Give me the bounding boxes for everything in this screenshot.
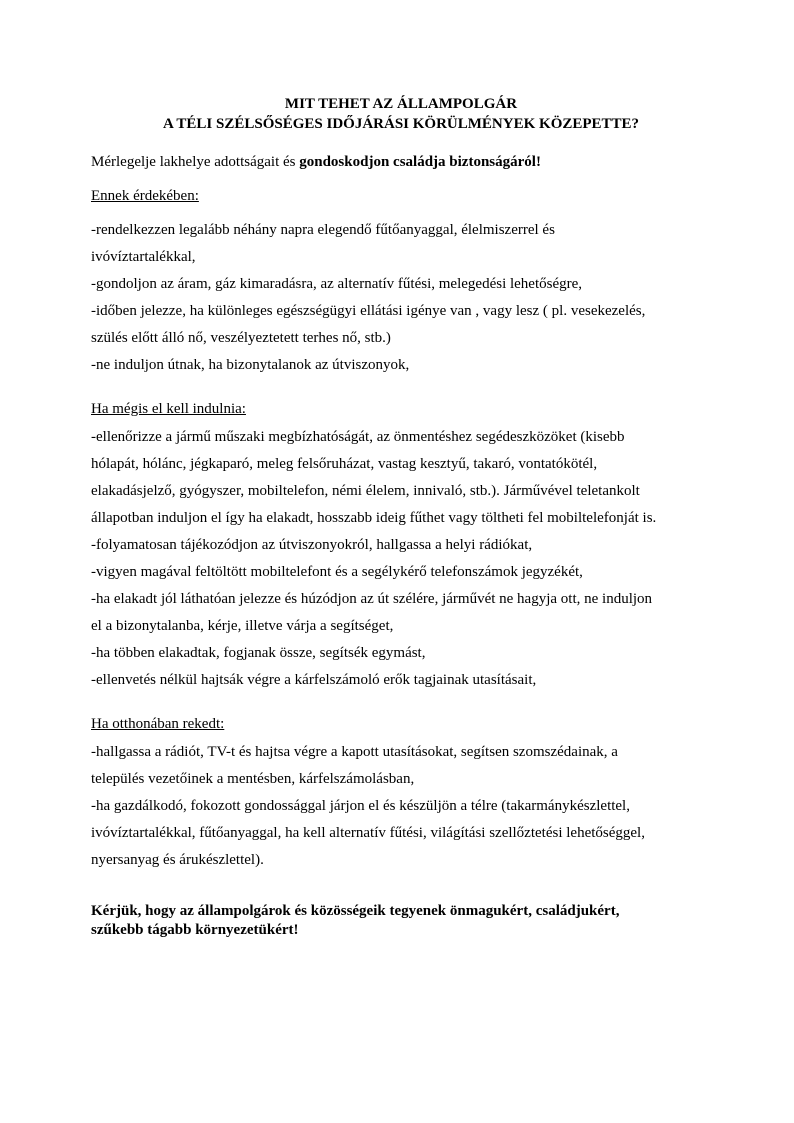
- title-line-2: A TÉLI SZÉLSŐSÉGES IDŐJÁRÁSI KÖRÜLMÉNYEK KÖZEPETTE?: [162, 116, 640, 132]
- list-item: elakadásjelző, gyógyszer, mobiltelefon, némi élelem, innivaló, stb.). Járművével teletankolt: [91, 483, 640, 499]
- list-item: -ellenőrizze a jármű műszaki megbízhatóságát, az önmentéshez segédeszközöket (kisebb: [91, 429, 625, 445]
- document-page: [91, 0, 711, 1123]
- list-item: nyersanyag és árukészlettel).: [91, 852, 264, 868]
- list-item: -vigyen magával feltöltött mobiltelefont és a segélykérő telefonszámok jegyzékét,: [91, 564, 583, 580]
- list-item: -ha többen elakadtak, fogjanak össze, segítsék egymást,: [91, 645, 426, 661]
- list-item: település vezetőinek a mentésben, kárfelszámolásban,: [91, 771, 415, 787]
- intro-paragraph: [91, 153, 541, 171]
- list-item: -ha gazdálkodó, fokozott gondossággal járjon el és készüljön a télre (takarmánykészlettel,: [91, 798, 630, 814]
- intro-bold-text: gondoskodjon családja biztonságáról!: [299, 154, 541, 170]
- list-item: állapotban induljon el így ha elakadt, hosszabb ideig fűthet vagy töltheti fel mobiltelefonját is.: [91, 510, 657, 526]
- list-item: hólapát, hólánc, jégkaparó, meleg felsőruházat, vastag kesztyű, takaró, vontatókötél,: [91, 456, 598, 472]
- title-line-1: MIT TEHET AZ ÁLLAMPOLGÁR: [284, 96, 518, 112]
- section-heading-at-home: Ha otthonában rekedt:: [91, 716, 225, 732]
- list-item: -folyamatosan tájékozódjon az útviszonyokról, hallgassa a helyi rádiókat,: [91, 537, 533, 553]
- section-heading-preparation: Ennek érdekében:: [91, 188, 199, 204]
- list-item: szülés előtt álló nő, veszélyeztetett terhes nő, stb.): [91, 330, 391, 346]
- list-item: -időben jelezze, ha különleges egészségügyi ellátási igénye van , vagy lesz ( pl. vesekezelés,: [91, 303, 646, 319]
- list-item: ivóvíztartalékkal,: [91, 249, 196, 265]
- list-item: -ellenvetés nélkül hajtsák végre a kárfelszámoló erők tagjainak utasításait,: [91, 672, 537, 688]
- list-item: -hallgassa a rádiót, TV-t és hajtsa végre a kapott utasításokat, segítsen szomszédainak, a: [91, 744, 618, 760]
- list-item: -gondoljon az áram, gáz kimaradásra, az alternatív fűtési, melegedési lehetőségre,: [91, 276, 583, 292]
- closing-line-1: Kérjük, hogy az állampolgárok és közösségeik tegyenek önmagukért, családjukért,: [91, 903, 620, 919]
- list-item: ivóvíztartalékkal, fűtőanyaggal, ha kell alternatív fűtési, világítási szellőztetési lehetőséggel,: [91, 825, 645, 841]
- closing-line-2: szűkebb tágabb környezetükért!: [91, 922, 299, 938]
- list-item: el a bizonytalanba, kérje, illetve várja a segítséget,: [91, 618, 394, 634]
- intro-text: Mérlegelje lakhelye adottságait és: [91, 154, 300, 170]
- list-item: -ha elakadt jól láthatóan jelezze és húzódjon az út szélére, járművét ne hagyja ott, ne induljon: [91, 591, 653, 607]
- section-heading-travel: Ha mégis el kell indulnia:: [91, 401, 246, 417]
- list-item: -rendelkezzen legalább néhány napra elegendő fűtőanyaggal, élelmiszerrel és: [91, 222, 555, 238]
- list-item: -ne induljon útnak, ha bizonytalanok az útviszonyok,: [91, 357, 410, 373]
